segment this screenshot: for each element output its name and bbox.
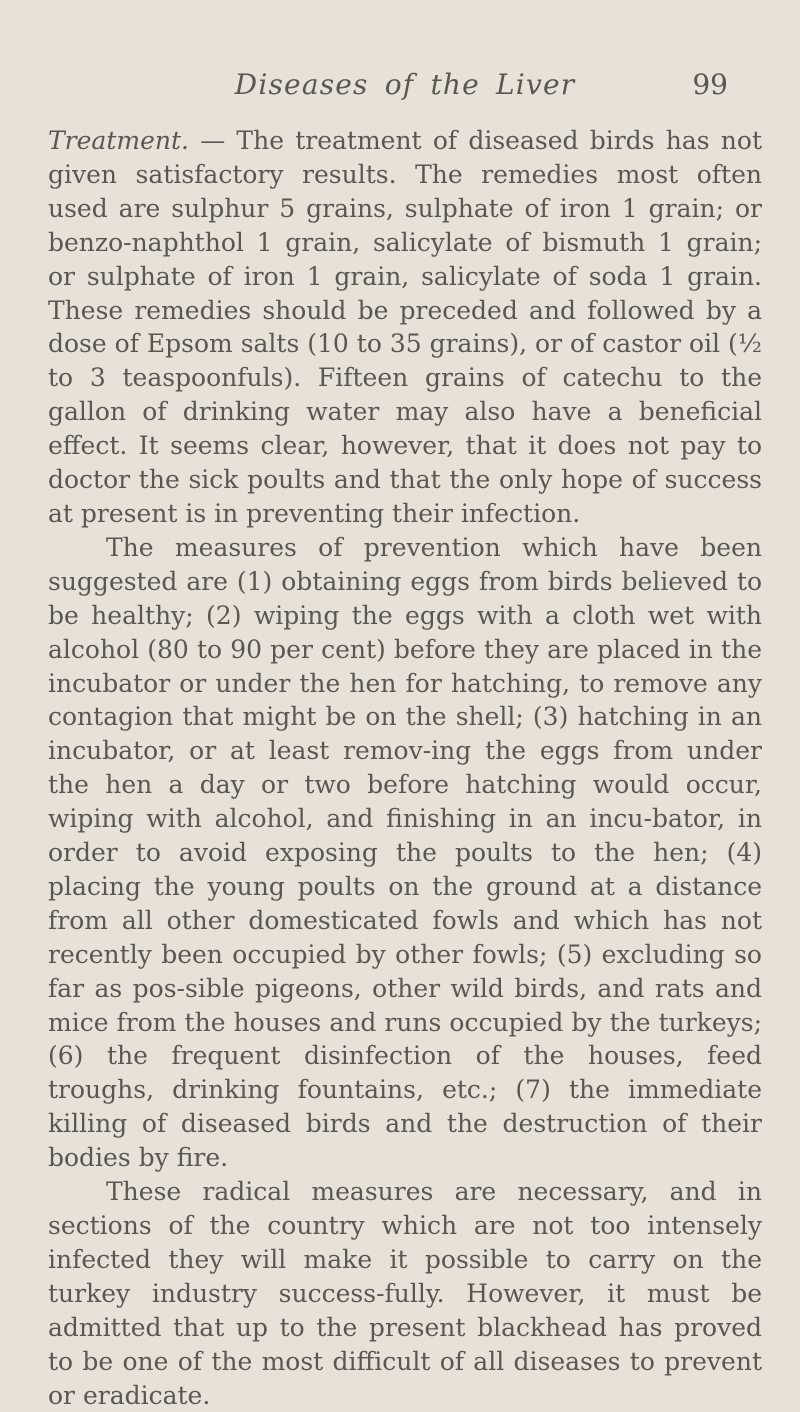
paragraph-text: — The treatment of diseased birds has not given satisfactory results. The remedies most often used are sulphur 5 grains, sulphate of iron 1 grain; or benzo-naphthol 1 grain, salicylate of bismuth 1 grain; or sulphate of iron 1 grain, salicylate of soda 1 grain. These remedies should be preceded and followed by a dose of Epsom salts (10 to 35 grains), or of castor oil (½ to 3 teaspoonfuls). Fifteen grains of catechu to the gallon of drinking water may also have a beneficial effect. It seems clear, however, that it does not pay to doctor the sick poults and that the only hope of success at present is in preventing their infection. — [48, 126, 762, 528]
paragraph-lead: Treatment. — [48, 126, 189, 155]
page-number: 99 — [692, 68, 728, 101]
running-title: Diseases of the Liver — [234, 68, 576, 101]
paragraph-treatment — [48, 124, 762, 531]
paragraph-prevention-measures: The measures of prevention which have been suggested are (1) obtaining eggs from birds believed to be healthy; (2) wiping the eggs with a cloth wet with alcohol (80 to 90 per cent) before they are placed in the incubator or under the hen for hatching, to remove any contagion that might be on the shell; (3) hatching in an incubator, or at least remov-ing the eggs from under the hen a day or two before hatching would occur, wiping with alcohol, and finishing in an incu-bator, in order to avoid exposing the poults to the hen; (4) placing the young poults on the ground at a distance from all other domesticated fowls and which has not recently been occupied by other fowls; (5) excluding so far as pos-sible pigeons, other wild birds, and rats and mice from the houses and runs occupied by the turkeys; (6) the frequent disinfection of the houses, feed troughs, drinking fountains, etc.; (7) the immediate killing of diseased birds and the destruction of their bodies by fire. — [48, 532, 762, 1173]
paragraph-conclusion: These radical measures are necessary, and in sections of the country which are not too intensely infected they will make it possible to carry on the turkey industry success-fully. However, it must be admitted that up to the present blackhead has proved to be one of the most difficult of all diseases to prevent or eradicate. — [48, 1177, 762, 1410]
running-head — [48, 68, 762, 108]
body-text — [48, 124, 762, 1412]
